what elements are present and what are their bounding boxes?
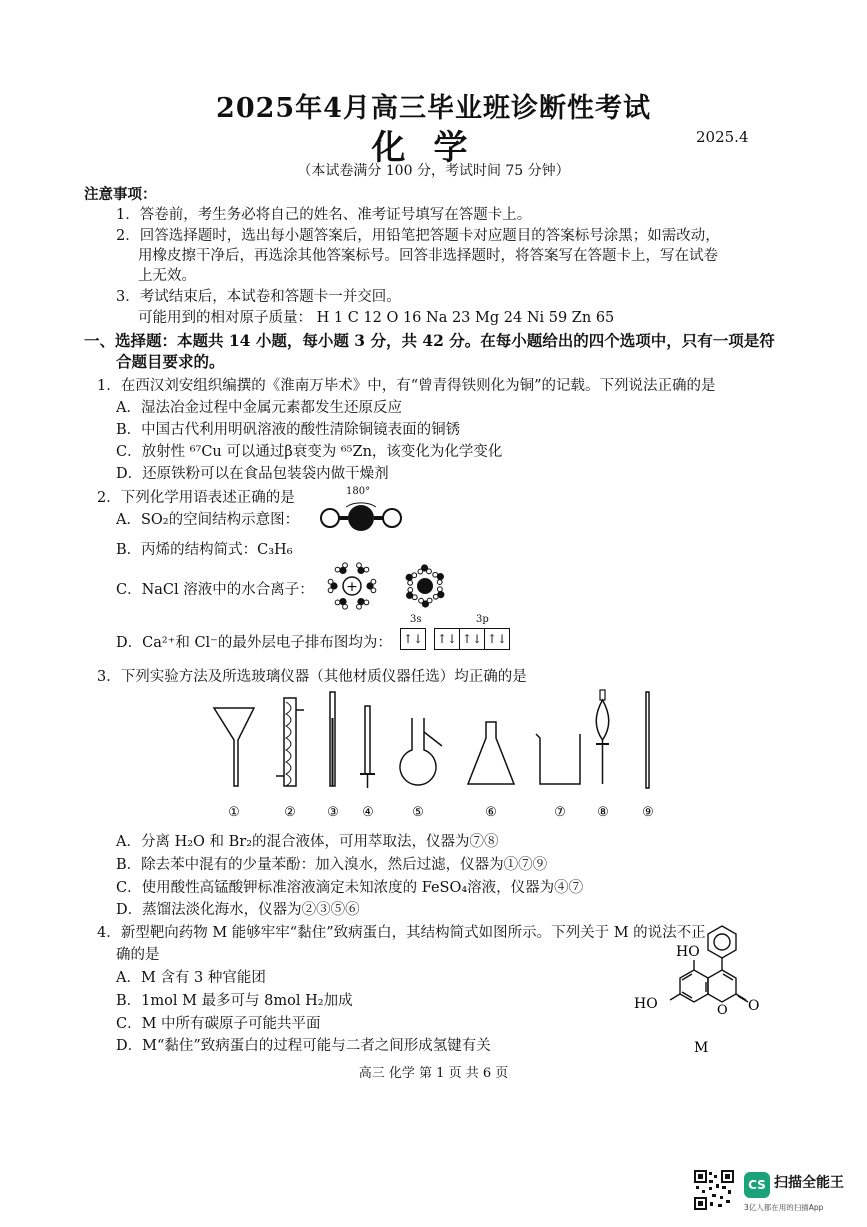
glassware-label-4: ④ bbox=[362, 805, 374, 820]
glassware-figure bbox=[200, 688, 670, 824]
q1-option-c: C．放射性 ⁶⁷Cu 可以通过β衰变为 ⁶⁵Zn，该变化为化学变化 bbox=[116, 444, 503, 460]
q3-option-d: D．蒸馏法淡化海水，仪器为②③⑤⑥ bbox=[116, 902, 360, 918]
scanner-app-tagline: 3亿人都在用的扫描App bbox=[744, 1203, 824, 1212]
water-molecule-right-5 bbox=[418, 564, 431, 574]
molecule-label: M bbox=[694, 1040, 709, 1056]
water-molecule-right-2 bbox=[419, 598, 432, 608]
q2-option-a: A．SO₂的空间结构示意图： bbox=[116, 512, 300, 528]
qr-code-icon bbox=[694, 1170, 734, 1210]
water-molecule-left-6 bbox=[357, 563, 369, 574]
erlenmeyer-flask-icon bbox=[468, 722, 514, 784]
q3-stem: 3．下列实验方法及所选玻璃仪器（其他材质仪器任选）均正确的是 bbox=[97, 669, 527, 685]
water-molecule-right-1 bbox=[433, 587, 444, 599]
exam-title: 2025年4月高三毕业班诊断性考试 bbox=[216, 93, 651, 124]
water-molecule-left-2 bbox=[357, 598, 369, 609]
q4-option-a: A．M 含有 3 种官能团 bbox=[116, 970, 266, 986]
q1-stem: 1．在西汉刘安组织编撰的《淮南万毕术》中，有“曾青得铁则化为铜”的记载。下列说法正确的是 bbox=[97, 378, 716, 394]
funnel-icon bbox=[214, 708, 254, 786]
water-molecule-left-5 bbox=[335, 563, 347, 574]
separatory-funnel-icon bbox=[596, 690, 609, 784]
notice-item-1: 1．答卷前，考生务必将自己的姓名、准考证号填写在答题卡上。 bbox=[116, 207, 532, 223]
section1-heading-line1: 一、选择题：本题共 14 小题，每小题 3 分，共 42 分。在每小题给出的四个选项中，只有一项是符 bbox=[84, 331, 775, 350]
burette-icon bbox=[360, 706, 375, 788]
orbital-box-3s: ↑↓ bbox=[400, 628, 426, 650]
glass-rod-icon bbox=[646, 692, 649, 788]
hydrated-ions-figure bbox=[318, 562, 458, 614]
glassware-label-6: ⑥ bbox=[485, 805, 497, 820]
orbital-box-3p-1: ↑↓ bbox=[434, 628, 460, 650]
q3-option-c: C．使用酸性高锰酸钾标准溶液滴定未知浓度的 FeSO₄溶液，仪器为④⑦ bbox=[116, 880, 584, 896]
beaker-icon bbox=[536, 734, 580, 784]
glassware-label-2: ② bbox=[284, 805, 296, 820]
q4-option-d: D．M“黏住”致病蛋白的过程可能与二者之间形成氢键有关 bbox=[116, 1038, 491, 1054]
q4-option-b: B．1mol M 最多可与 8mol H₂加成 bbox=[116, 993, 353, 1009]
water-molecule-left-1 bbox=[366, 579, 375, 592]
q2-option-d: D．Ca²⁺和 Cl⁻的最外层电子排布图均为： bbox=[116, 635, 392, 651]
q1-option-d: D．还原铁粉可以在食品包装袋内做干燥剂 bbox=[116, 466, 389, 482]
na-ion-plus: + bbox=[346, 579, 358, 595]
water-molecule-right-6 bbox=[433, 572, 444, 584]
glassware-label-1: ① bbox=[228, 805, 240, 820]
atomic-masses: 可能用到的相对原子质量： H 1 C 12 O 16 Na 23 Mg 24 Ni 59 Zn 65 bbox=[138, 310, 615, 326]
glassware-label-3: ③ bbox=[327, 805, 339, 820]
distilling-flask-icon bbox=[400, 718, 442, 785]
so2-structure-figure bbox=[316, 497, 406, 533]
exam-instructions: （本试卷满分 100 分，考试时间 75 分钟） bbox=[297, 163, 570, 179]
subject-title: 化学 bbox=[371, 128, 496, 168]
water-molecule-left-3 bbox=[335, 598, 347, 609]
q3-option-b: B．除去苯中混有的少量苯酚：加入溴水，然后过滤，仪器为①⑦⑨ bbox=[116, 857, 548, 873]
q3-option-a: A．分离 H₂O 和 Br₂的混合液体，可用萃取法，仪器为⑦⑧ bbox=[116, 834, 499, 850]
glassware-label-8: ⑧ bbox=[597, 805, 609, 820]
orbital-box-3p-2: ↑↓ bbox=[460, 628, 485, 650]
notice-heading: 注意事项： bbox=[84, 186, 157, 203]
q2-option-c: C．NaCl 溶液中的水合离子： bbox=[116, 582, 314, 598]
notice-item-3: 3．考试结束后，本试卷和答题卡一并交回。 bbox=[116, 289, 401, 305]
hydrated-na-ion bbox=[343, 577, 361, 595]
glassware-label-5: ⑤ bbox=[412, 805, 424, 820]
carbonyl-oxygen-label: O bbox=[748, 998, 760, 1014]
thermometer-icon bbox=[330, 692, 335, 786]
section1-heading-line2: 合题目要求的。 bbox=[116, 352, 225, 371]
q1-option-a: A．湿法冶金过程中金属元素都发生还原反应 bbox=[116, 400, 402, 416]
hydrated-cl-ion bbox=[406, 564, 445, 607]
condenser-icon bbox=[276, 698, 304, 786]
water-molecule-right-4 bbox=[406, 573, 417, 585]
page-footer: 高三 化学 第 1 页 共 6 页 bbox=[358, 1066, 509, 1081]
exam-date: 2025.4 bbox=[696, 128, 749, 146]
notice-item-2-line1: 2．回答选择题时，选出每小题答案后，用铅笔把答题卡对应题目的答案标号涂黑；如需改动， bbox=[116, 228, 720, 244]
q2-option-b: B．丙烯的结构简式：C₃H₆ bbox=[116, 542, 293, 558]
glassware-label-7: ⑦ bbox=[554, 805, 566, 820]
orbital-3p-label: 3p bbox=[476, 614, 489, 625]
orbital-3s-label: 3s bbox=[410, 614, 422, 625]
notice-item-2-line3: 上无效。 bbox=[138, 268, 196, 284]
q4-option-c: C．M 中所有碳原子可能共平面 bbox=[116, 1016, 321, 1032]
molecule-m-structure bbox=[626, 912, 786, 1062]
ring-oxygen-label: O bbox=[717, 1003, 728, 1018]
scanner-app-name: 扫描全能王 bbox=[774, 1175, 844, 1191]
orbital-box-3p-3: ↑↓ bbox=[485, 628, 510, 650]
electron-orbital-diagram bbox=[400, 628, 510, 650]
ho-bottom-label: HO bbox=[634, 996, 658, 1012]
q4-stem-line1: 4．新型靶向药物 M 能够牢牢“黏住”致病蛋白，其结构简式如图所示。下列关于 M 的说法不正 bbox=[97, 925, 706, 941]
water-molecule-right-3 bbox=[406, 588, 417, 600]
so2-angle-label: 180° bbox=[346, 486, 371, 497]
scanner-app-logo: CS bbox=[744, 1172, 770, 1198]
q4-stem-line2: 确的是 bbox=[116, 947, 160, 963]
q2-stem: 2．下列化学用语表述正确的是 bbox=[97, 490, 295, 506]
notice-item-2-line2: 用橡皮擦干净后，再选涂其他答案标号。回答非选择题时，将答案写在答题卡上，写在试卷 bbox=[138, 248, 718, 264]
glassware-label-9: ⑨ bbox=[642, 805, 654, 820]
q1-option-b: B．中国古代利用明矾溶液的酸性清除铜镜表面的铜锈 bbox=[116, 422, 461, 438]
water-molecule-left-4 bbox=[328, 579, 337, 592]
ho-top-label: HO bbox=[676, 944, 700, 960]
